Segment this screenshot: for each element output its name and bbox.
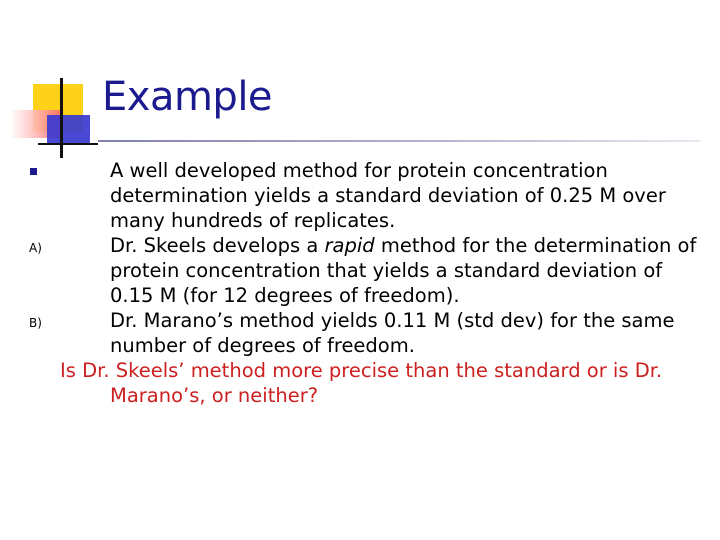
intro-text: A well developed method for protein concentration determination yields a standard deviation of 0.25 M over many hundreds of replicates.: [110, 159, 666, 232]
enum-marker-a: A): [29, 241, 42, 255]
list-item-intro: [60, 158, 700, 233]
item-a-emphasis: rapid: [324, 234, 375, 257]
decorative-vertical-line: [60, 78, 63, 158]
title-underline-rule: [98, 140, 700, 142]
slide-body: [29, 158, 700, 408]
question-text: Is Dr. Skeels’ method more precise than the standard or is Dr. Marano’s, or neither?: [60, 359, 663, 407]
item-a-text-before: Dr. Skeels develops a: [110, 234, 325, 257]
list-item-b: [29, 308, 700, 358]
enum-marker-b: B): [29, 316, 42, 330]
item-b-text: Dr. Marano’s method yields 0.11 M (std dev) for the same number of degrees of freedom.: [110, 309, 675, 357]
decorative-blue-square: [47, 115, 90, 143]
square-bullet-icon: [30, 168, 37, 175]
decorative-short-rule: [38, 143, 98, 145]
list-item-a: [29, 233, 700, 308]
slide-title: Example: [102, 74, 273, 120]
item-a-text-after: method for the determination of protein concentration that yields a standard deviation of 0.15 M (for 12 degrees of freedom).: [110, 234, 697, 307]
